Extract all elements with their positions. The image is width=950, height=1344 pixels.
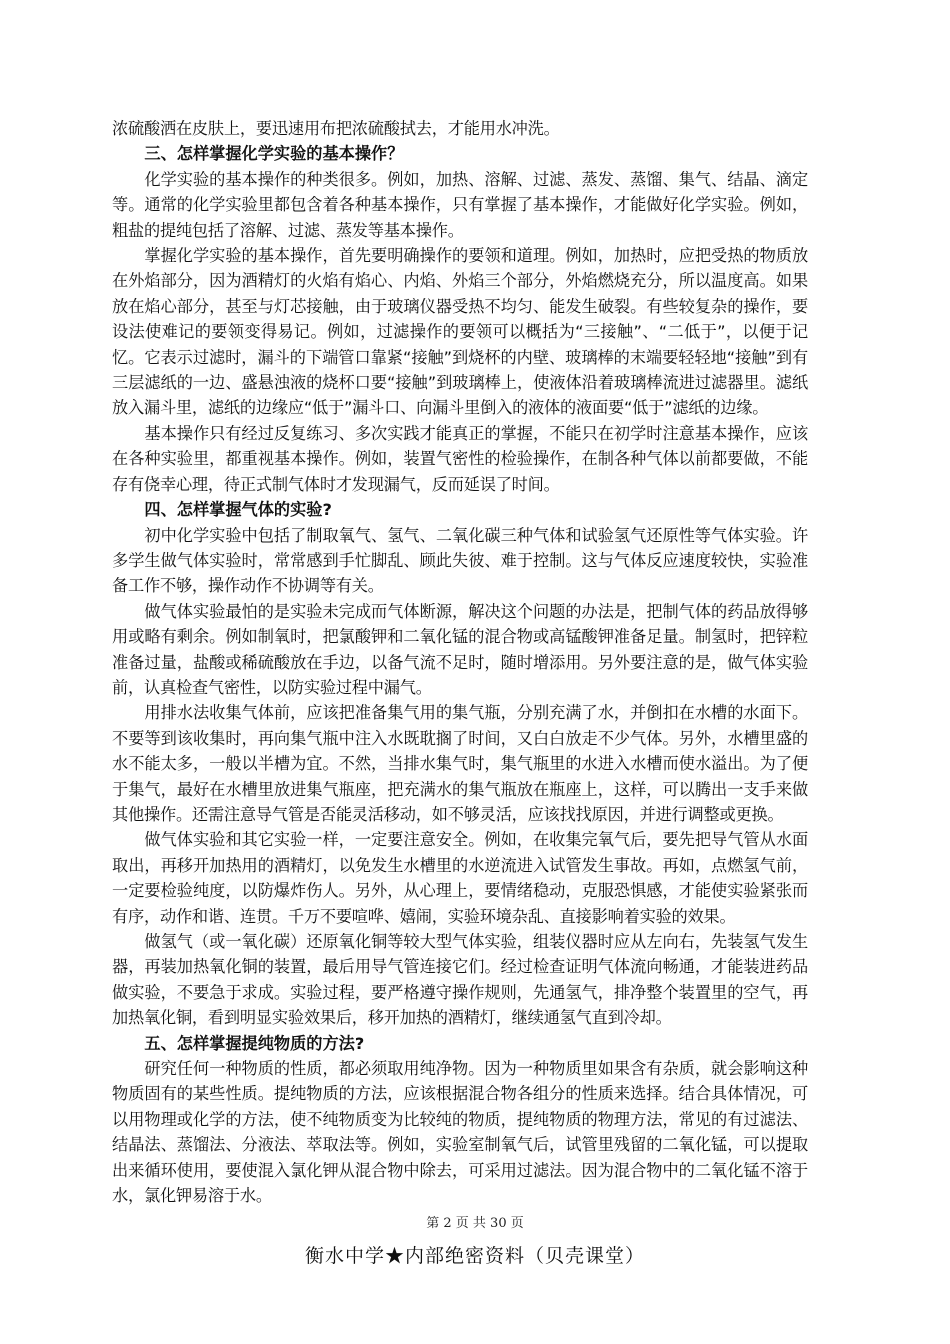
- page-number: 第 2 页 共 30 页: [426, 1216, 524, 1231]
- document-body: [112, 116, 808, 1208]
- paragraph: 做气体实验最怕的是实验未完成而气体断源，解决这个问题的办法是，把制气体的药品放得够用或略有剩余。例如制氧时，把氯酸钾和二氧化锰的混合物或高锰酸钾准备足量。制氢时，把锌粒准备过量，盐酸或稀硫酸放在手边，以备气流不足时，随时增添用。另外要注意的是，做气体实验前，认真检查气密性，以防实验过程中漏气。: [112, 601, 808, 697]
- section-heading: 三、怎样掌握化学实验的基本操作？: [144, 144, 404, 164]
- paragraph: 基本操作只有经过反复练习、多次实践才能真正的掌握，不能只在初学时注意基本操作，应该在各种实验里，都重视基本操作。例如，装置气密性的检验操作，在制各种气体以前都要做，不能存有侥幸心理，待正式制气体时才发现漏气，反而延误了时间。: [112, 423, 808, 494]
- paragraph: 做氢气（或一氧化碳）还原氧化铜等较大型气体实验，组装仪器时应从左向右，先装氢气发生器，再装加热氧化铜的装置，最后用导气管连接它们。经过检查证明气体流向畅通，才能装进药品做实验，不要急于求成。实验过程，要严格遵守操作规则，先通氢气，排净整个装置里的空气，再加热氧化铜，看到明显实验效果后，移开加热的酒精灯，继续通氢气直到冷却。: [112, 932, 808, 1028]
- paragraph: 化学实验的基本操作的种类很多。例如，加热、溶解、过滤、蒸发、蒸馏、集气、结晶、滴定等。通常的化学实验里都包含着各种基本操作，只有掌握了基本操作，才能做好化学实验。例如，粗盐的提纯包括了溶解、过滤、蒸发等基本操作。: [112, 169, 808, 240]
- paragraph: 用排水法收集气体前，应该把准备集气用的集气瓶，分别充满了水，并倒扣在水槽的水面下。不要等到该收集时，再向集气瓶中注入水既耽搁了时间，又白白放走不少气体。另外，水槽里盛的水不能太多，一般以半槽为宜。不然，当排水集气时，集气瓶里的水进入水槽而使水溢出。为了便于集气，最好在水槽里放进集气瓶座，把充满水的集气瓶放在瓶座上，这样，可以腾出一支手来做其他操作。还需注意导气管是否能灵活移动，如不够灵活，应该找找原因，并进行调整或更换。: [112, 703, 808, 824]
- paragraph: 做气体实验和其它实验一样，一定要注意安全。例如，在收集完氧气后，要先把导气管从水面取出，再移开加热用的酒精灯，以免发生水槽里的水逆流进入试管发生事故。再如，点燃氢气前，一定要检验纯度，以防爆炸伤人。另外，从心理上，要情绪稳动，克服恐惧感，才能使实验紧张而有序，动作和谐、连贯。千万不要喧哗、嬉闹，实验环境杂乱、直接影响着实验的效果。: [112, 830, 808, 926]
- footer-note: 衡水中学★内部绝密资料（贝壳课堂）: [304, 1245, 645, 1267]
- paragraph: 掌握化学实验的基本操作，首先要明确操作的要领和道理。例如，加热时，应把受热的物质放在外焰部分，因为酒精灯的火焰有焰心、内焰、外焰三个部分，外焰燃烧充分，所以温度高。如果放在焰心部分，甚至与灯芯接触，由于玻璃仪器受热不均匀、能发生破裂。有些较复杂的操作，要设法使难记的要领变得易记。例如，过滤操作的要领可以概括为“三接触”、“二低于”，以便于记忆。它表示过滤时，漏斗的下端管口靠紧“接触”到烧杯的内壁、玻璃棒的末端要轻轻地“接触”到有三层滤纸的一边、盛悬浊液的烧杯口要“接触”到玻璃棒上，使液体沿着玻璃棒流进过滤器里。滤纸放入漏斗里，滤纸的边缘应“低于”漏斗口、向漏斗里倒入的液体的液面要“低于”滤纸的边缘。: [112, 246, 808, 418]
- paragraph: 浓硫酸洒在皮肤上，要迅速用布把浓硫酸拭去，才能用水冲洗。: [112, 119, 560, 138]
- section-heading: 四、怎样掌握气体的实验?: [144, 500, 332, 520]
- paragraph: 研究任何一种物质的性质，都必须取用纯净物。因为一种物质里如果含有杂质，就会影响这种物质固有的某些性质。提纯物质的方法，应该根据混合物各组分的性质来选择。结合具体情况，可以用物理或化学的方法，使不纯物质变为比较纯的物质，提纯物质的物理方法，常见的有过滤法、结晶法、蒸馏法、分液法、萃取法等。例如，实验室制氧气后，试管里残留的二氧化锰，可以提取出来循环使用，要使混入氯化钾从混合物中除去，可采用过滤法。因为混合物中的二氧化锰不溶于水，氯化钾易溶于水。: [112, 1059, 808, 1206]
- section-heading: 五、怎样掌握提纯物质的方法?: [144, 1033, 365, 1053]
- paragraph: 初中化学实验中包括了制取氧气、氢气、二氧化碳三种气体和试验氢气还原性等气体实验。许多学生做气体实验时，常常感到手忙脚乱、顾此失彼、难于控制。这与气体反应速度较快，实验准备工作不够，操作动作不协调等有关。: [112, 525, 808, 596]
